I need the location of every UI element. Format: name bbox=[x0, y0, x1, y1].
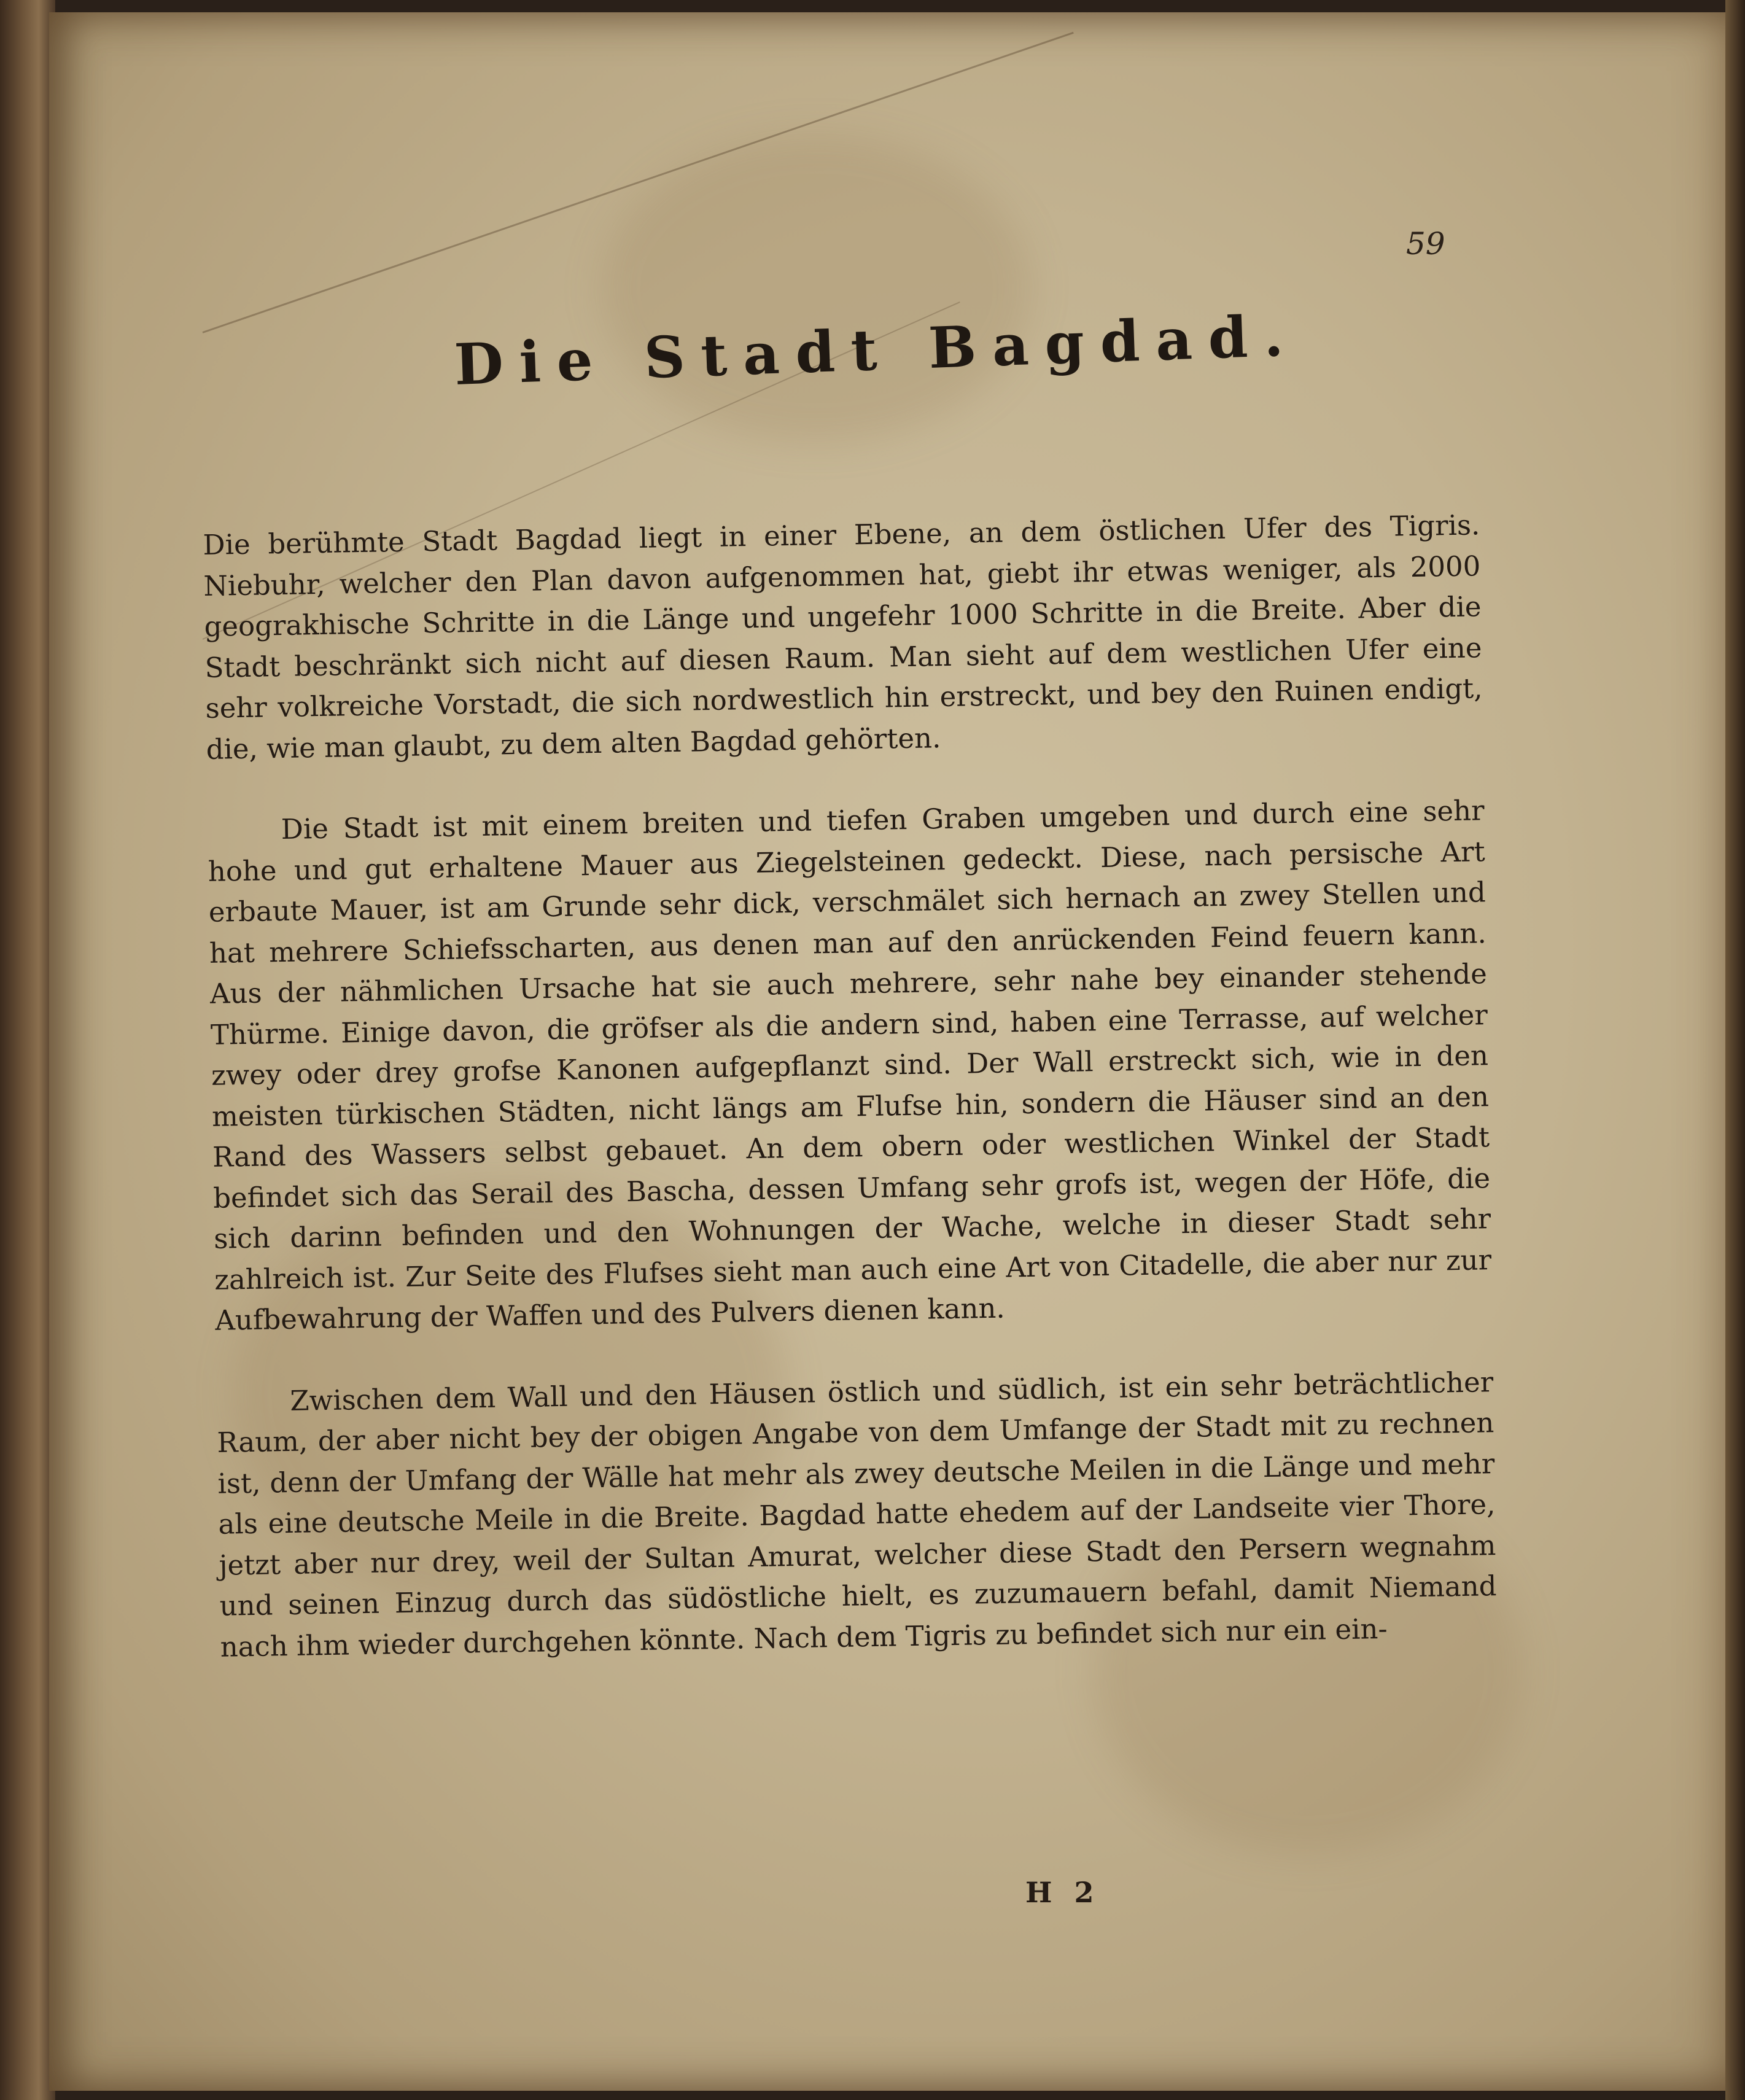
page-right-edge bbox=[1725, 0, 1745, 2100]
chapter-heading: Die Stadt Bagdad. bbox=[453, 301, 1300, 398]
paragraph: Zwischen dem Wall und den Häusen östlich und südlich, ist ein sehr beträchtlicher Raum, der aber nicht bey der obigen Angabe von dem Umfange der Stadt mit zu rechnen ist, denn der Umfang der Wälle hat mehr als zwey deutsche Meilen in die Länge und mehr als eine deutsche Meile in die Breite. Bagdad hatte ehedem auf der Landseite vier Thore, jetzt aber nur drey, weil der Sultan Amurat, welcher diese Stadt den Persern wegnahm und seinen Einzug durch das südöstliche hielt, es zuzumauern befahl, damit Niemand nach ihm wieder durchgehen könnte. Nach dem Tigris zu befindet sich nur ein ein- bbox=[217, 1365, 1497, 1663]
paper-stain bbox=[602, 135, 1032, 442]
facing-page-edge bbox=[0, 0, 55, 2100]
paragraph: Die Stadt ist mit einem breiten und tiefen Graben umgeben und durch eine sehr hohe und gut erhaltene Mauer aus Ziegelsteinen gedeckt. Diese, nach persische Art erbaute Mauer, ist am Grunde sehr dick, verschmälet sich hernach an zwey Stellen und hat mehrere Schiefsscharten, aus denen man auf den anrückenden Feind feuern kann. Aus der nähmlichen Ursache hat sie auch mehrere, sehr nahe bey einander stehende Thürme. Einige davon, die gröfser als die andern sind, haben eine Terrasse, auf welcher zwey oder drey grofse Kanonen aufgepflanzt sind. Der Wall erstreckt sich, wie in den meisten türkischen Städten, nicht längs am Flufse hin, sondern die Häuser sind an den Rand des Wassers selbst gebauet. An dem obern oder westlichen Winkel der Stadt befindet sich das Serail des Bascha, dessen Umfang sehr grofs ist, wegen der Höfe, die sich darinn befinden und den Wohnungen der Wache, welche in dieser Stadt sehr zahlreich ist. Zur Seite des Flufses sieht man auch eine Art von Citadelle, die aber nur zur Aufbewahrung der Waffen und des Pulvers dienen kann. bbox=[208, 794, 1492, 1337]
signature-mark: H 2 bbox=[1025, 1876, 1100, 1909]
paragraph: Die berühmte Stadt Bagdad liegt in einer Ebene, an dem östlichen Ufer des Tigris. Niebuhr, welcher den Plan davon aufgenommen hat, giebt ihr etwas weniger, als 2000 geograkhische Schritte in die Länge und ungefehr 1000 Schritte in die Breite. Aber die Stadt beschränkt sich nicht auf diesen Raum. Man sieht auf dem westlichen Ufer eine sehr volkreiche Vorstadt, die sich nordwestlich hin erstreckt, und bey den Ruinen endigt, die, wie man glaubt, zu dem alten Bagdad gehörten. bbox=[203, 508, 1483, 766]
body-text bbox=[203, 505, 1498, 1667]
page-number: 59 bbox=[1406, 226, 1445, 262]
